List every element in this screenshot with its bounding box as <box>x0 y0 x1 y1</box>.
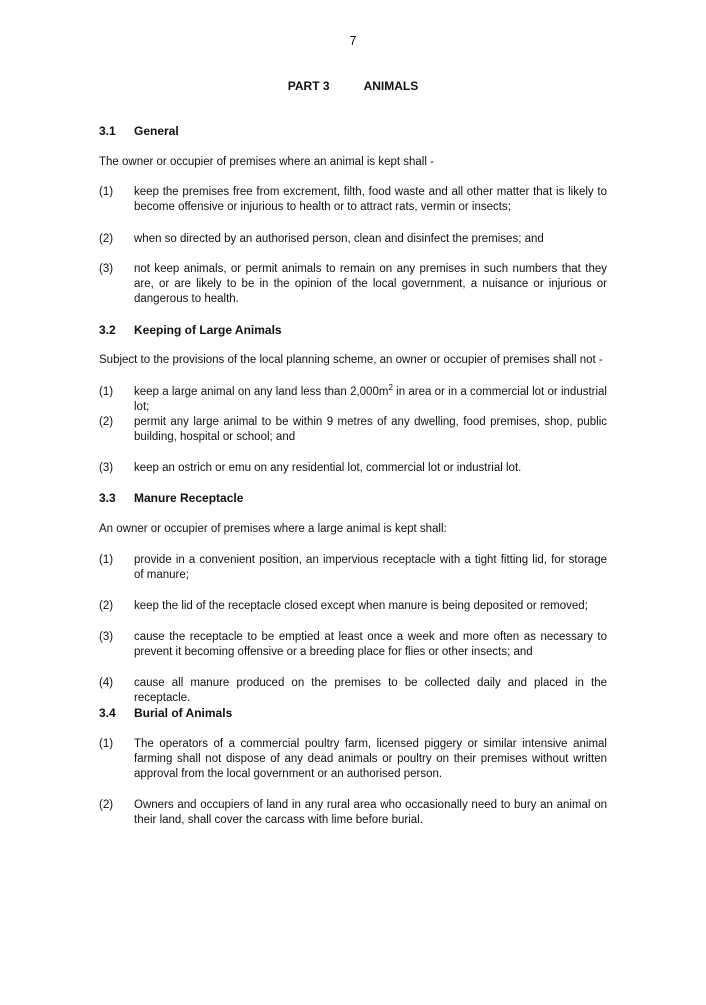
item-label: (1) <box>99 186 114 198</box>
section-heading-3-2 <box>99 323 282 338</box>
section-heading-3-1 <box>99 124 179 139</box>
section-number: 3.2 <box>99 323 116 337</box>
item-label: (3) <box>99 462 114 474</box>
item-label: (4) <box>99 677 114 689</box>
section-number: 3.1 <box>99 124 116 138</box>
part-number: PART 3 <box>287 79 330 93</box>
item-text: cause the receptacle to be emptied at least once a week and more often as necessary to prevent it becoming offensive or a breeding place for flies or other insects; and <box>134 631 607 658</box>
part-title <box>0 79 706 94</box>
section-title: General <box>134 124 179 138</box>
item-text: when so directed by an authorised person, clean and disinfect the premises; and <box>134 233 544 245</box>
item-text: keep a large animal on any land less than $2,000m^2$ in area or in a commercial lot or industrial lot; <box>134 383 607 413</box>
list-item <box>99 262 607 307</box>
section-number: 3.3 <box>99 491 116 505</box>
item-text: keep an ostrich or emu on any residential lot, commercial lot or industrial lot. <box>134 462 522 474</box>
list-item <box>99 385 607 415</box>
item-label: (1) <box>99 386 114 398</box>
list-item <box>99 798 607 828</box>
section-heading-3-3 <box>99 491 243 506</box>
item-text: The operators of a commercial poultry farm, licensed piggery or similar intensive animal farming shall not dispose of any dead animals or poultry on their premises without written approval from the local government or an authorised person. <box>134 738 607 780</box>
part-name: ANIMALS <box>363 79 419 93</box>
item-label: (3) <box>99 263 114 275</box>
superscript: 2 <box>388 383 393 393</box>
list-item <box>99 415 607 445</box>
section-title: Burial of Animals <box>134 706 233 720</box>
list-item <box>99 676 607 706</box>
item-label: (2) <box>99 600 114 612</box>
item-label: (1) <box>99 738 114 750</box>
item-text: Owners and occupiers of land in any rural area who occasionally need to bury an animal on their land, shall cover the carcass with lime before burial. <box>134 799 607 826</box>
item-text: keep the premises free from excrement, filth, food waste and all other matter that is likely to become offensive or injurious to health or to attract rats, vermin or insects; <box>134 186 607 213</box>
list-item <box>99 461 607 476</box>
section-title: Keeping of Large Animals <box>134 323 282 337</box>
section-title: Manure Receptacle <box>134 491 244 505</box>
item-text: permit any large animal to be within 9 metres of any dwelling, food premises, shop, public building, hospital or school; and <box>134 416 607 443</box>
item-label: (2) <box>99 799 114 811</box>
section-intro: An owner or occupier of premises where a large animal is kept shall: <box>99 523 447 535</box>
list-item <box>99 630 607 660</box>
item-label: (2) <box>99 416 114 428</box>
item-label: (3) <box>99 631 114 643</box>
item-text: not keep animals, or permit animals to remain on any premises in such numbers that they are, or are likely to be in the opinion of the local government, a nuisance or injurious or dangerous to health. <box>134 263 607 305</box>
section-intro: The owner or occupier of premises where an animal is kept shall - <box>99 156 434 168</box>
section-intro: Subject to the provisions of the local planning scheme, an owner or occupier of premises shall not - <box>99 354 603 366</box>
list-item <box>99 599 607 614</box>
section-heading-3-4 <box>99 706 232 721</box>
item-text: provide in a convenient position, an impervious receptacle with a tight fitting lid, for storage of manure; <box>134 554 607 581</box>
item-text: keep the lid of the receptacle closed except when manure is being deposited or removed; <box>134 600 588 612</box>
page-number: 7 <box>349 34 357 48</box>
item-label: (1) <box>99 554 114 566</box>
list-item <box>99 553 607 583</box>
list-item <box>99 737 607 782</box>
list-item <box>99 232 607 247</box>
list-item <box>99 185 607 215</box>
section-number: 3.4 <box>99 706 116 720</box>
item-text: cause all manure produced on the premises to be collected daily and placed in the receptacle. <box>134 677 607 704</box>
item-label: (2) <box>99 233 114 245</box>
